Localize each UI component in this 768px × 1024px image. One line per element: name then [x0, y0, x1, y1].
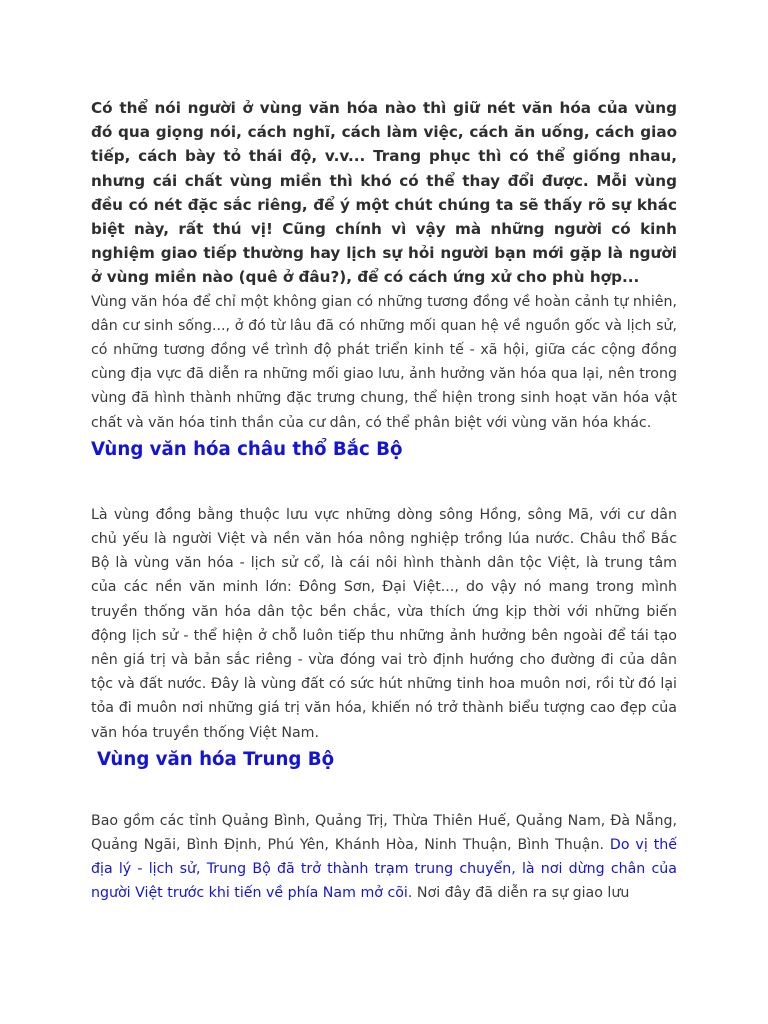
- section-body-text: Bao gồm các tỉnh Quảng Bình, Quảng Trị, Thừa Thiên Huế, Quảng Nam, Đà Nẵng, Quảng Ngãi, Bình Định, Phú Yên, Khánh Hòa, Ninh Thuận, Bình Thuận.: [91, 812, 677, 854]
- document-page: [91, 96, 677, 906]
- section-heading-trung-bo: Vùng văn hóa Trung Bộ: [97, 748, 335, 770]
- intro-paragraph: Có thể nói người ở vùng văn hóa nào thì giữ nét văn hóa của vùng đó qua giọng nói, cách nghĩ, cách làm việc, cách ăn uống, cách giao tiếp, cách bày tỏ thái độ, v.v... Trang phục thì có thể giống nhau, nhưng cái chất vùng miền thì khó có thể thay đổi được. Mỗi vùng đều có nét đặc sắc riêng, để ý một chút chúng ta sẽ thấy rõ sự khác biệt này, rất thú vị! Cũng chính vì vậy mà những người có kinh nghiệm giao tiếp thường hay lịch sự hỏi người bạn mới gặp là người ở vùng miền nào (quê ở đâu?), để có cách ứng xử cho phù hợp...: [91, 99, 677, 287]
- section-body-bac-bo: Là vùng đồng bằng thuộc lưu vực những dòng sông Hồng, sông Mã, với cư dân chủ yếu là người Việt và nền văn hóa nông nghiệp trồng lúa nước. Châu thổ Bắc Bộ là vùng văn hóa - lịch sử cổ, là cái nôi hình thành dân tộc Việt, là trung tâm của các nền văn minh lớn: Đông Sơn, Đại Việt..., do vậy nó mang trong mình truyền thống văn hóa dân tộc bền chắc, vừa thích ứng kịp thời với những biến động lịch sử - thể hiện ở chỗ luôn tiếp thu những ảnh hưởng bên ngoài để tái tạo nên giá trị và bản sắc riêng - vừa đóng vai trò định hướng cho đường đi của dân tộc và đất nước. Đây là vùng đất có sức hút những tinh hoa muôn nơi, rồi từ đó lại tỏa đi muôn nơi những giá trị văn hóa, khiến nó trở thành biểu tượng cao đẹp của văn hóa truyền thống Việt Nam.: [91, 506, 677, 741]
- section-heading-bac-bo: Vùng văn hóa châu thổ Bắc Bộ: [91, 438, 403, 460]
- definition-paragraph: Vùng văn hóa để chỉ một không gian có những tương đồng về hoàn cảnh tự nhiên, dân cư sinh sống..., ở đó từ lâu đã có những mối quan hệ về nguồn gốc và lịch sử, có những tương đồng về trình độ phát triển kinh tế - xã hội, giữa các cộng đồng cùng địa vực đã diễn ra những mối giao lưu, ảnh hưởng văn hóa qua lại, nên trong vùng đã hình thành những đặc trưng chung, thể hiện trong sinh hoạt văn hóa vật chất và văn hóa tinh thần của cư dân, có thể phân biệt với vùng văn hóa khác.: [91, 293, 677, 431]
- highlighted-link-text[interactable]: Do vị thế địa lý - lịch sử, Trung Bộ đã trở thành trạm trung chuyển, là nơi dừng chân của người Việt trước khi tiến về phía Nam mở cõi: [91, 837, 677, 902]
- spacer: [91, 465, 677, 503]
- section-body-trung-bo: [91, 809, 677, 906]
- spacer: [91, 775, 677, 809]
- section-body-text-end: . Nơi đây đã diễn ra sự giao lưu: [407, 885, 630, 902]
